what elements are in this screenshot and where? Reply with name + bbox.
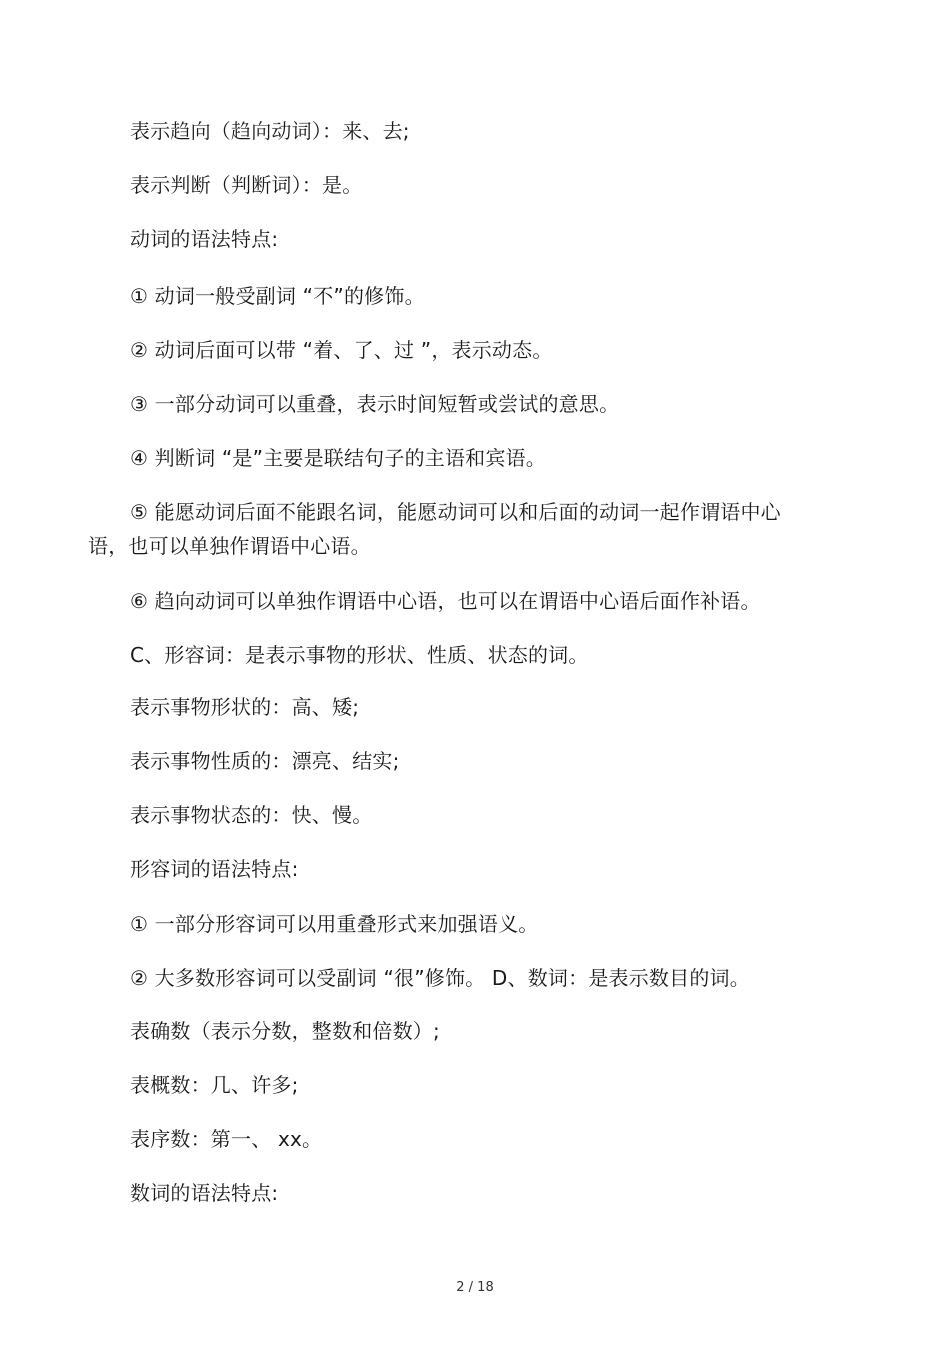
text-paragraph: ⑤ 能愿动词后面不能跟名词，能愿动词可以和后面的动词一起作谓语中心语，也可以单独作谓语中心语。 <box>88 500 781 558</box>
text-line: 数词的语法特点: <box>130 1181 279 1205</box>
page-indicator: 2 / 18 <box>456 1280 494 1295</box>
text-line: 表示事物性质的：漂亮、结实; <box>130 749 400 773</box>
text-line: ① 一部分形容词可以用重叠形式来加强语义。 <box>130 912 539 936</box>
text-line: 表序数：第一、 xx。 <box>130 1127 323 1151</box>
text-line: 表确数（表示分数，整数和倍数）; <box>130 1019 440 1043</box>
text-line: ③ 一部分动词可以重叠，表示时间短暂或尝试的意思。 <box>130 392 620 416</box>
text-line: ② 大多数形容词可以受副词 “很”修饰。 D、数词：是表示数目的词。 <box>130 966 750 990</box>
text-line: 动词的语法特点: <box>130 227 279 251</box>
text-line: ② 动词后面可以带 “着、了、过 ”，表示动态。 <box>130 338 553 362</box>
text-line: 表示事物状态的：快、慢。 <box>130 803 373 827</box>
text-line: ⑥ 趋向动词可以单独作谓语中心语，也可以在谓语中心语后面作补语。 <box>130 589 761 613</box>
text-line: 表示事物形状的：高、矮; <box>130 695 360 719</box>
text-line: 形容词的语法特点: <box>130 857 299 881</box>
text-line: C、形容词：是表示事物的形状、性质、状态的词。 <box>130 643 589 667</box>
text-line: 表示趋向（趋向动词）：来、去; <box>130 119 410 143</box>
text-line: ④ 判断词 “是”主要是联结句子的主语和宾语。 <box>130 446 546 470</box>
text-line: ① 动词一般受副词 “不”的修饰。 <box>130 284 425 308</box>
text-line: 表示判断（判断词）：是。 <box>130 173 363 197</box>
text-line: 表概数：几、许多; <box>130 1073 299 1097</box>
